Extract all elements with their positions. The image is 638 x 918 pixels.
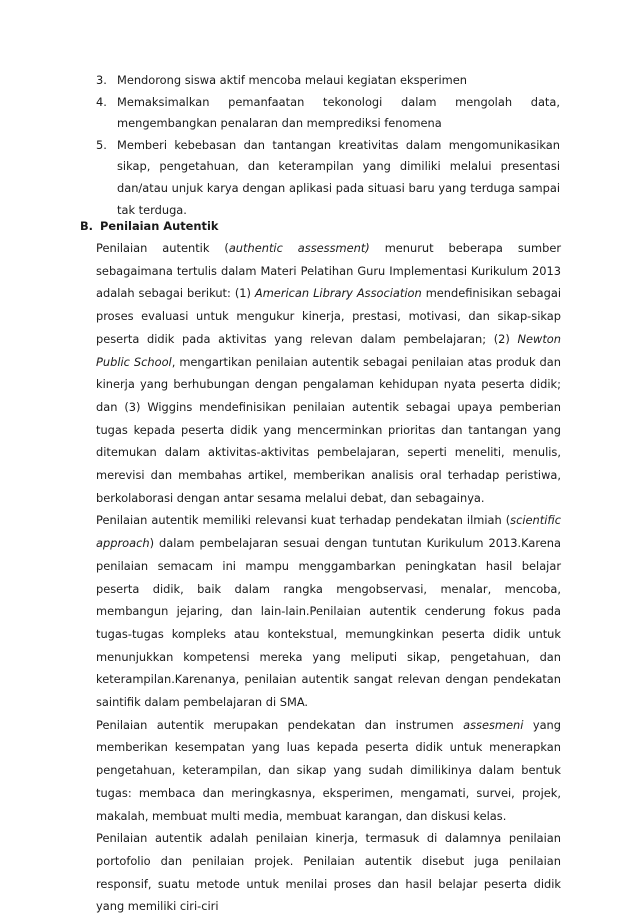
- p1-italic-nps: Newton Public School: [96, 331, 561, 369]
- list-number: 3.: [96, 73, 107, 87]
- p4-text-a: Penilaian autentik adalah penilaian kinerja, termasuk di dalamnya penilaian portofolio dan penilaian projek. Penilaian autentik disebut juga penilaian responsif, suatu metode untuk menilai proses dan hasil belajar peserta didik yang memiliki ciri-ciri: [96, 831, 561, 914]
- p1-italic-term: authentic assessment): [228, 241, 370, 255]
- paragraph-3: [96, 714, 561, 828]
- p1-italic-ala: American Library Association: [254, 286, 422, 301]
- p1-text-a: Penilaian autentik (: [96, 241, 229, 255]
- list-text: Memberi kebebasan dan tantangan kreativitas dalam mengomunikasikan sikap, pengetahuan, dan keterampilan yang dimiliki melalui presentasi dan/atau unjuk karya dengan aplikasi pada situasi baru yang terduga sampai tak terduga.: [117, 137, 560, 217]
- p2-text-c: ) dalam pembelajaran sesuai dengan tuntutan Kurikulum 2013.Karena penilaian semacam ini mampu menggambarkan peningkatan hasil belajar peserta didik, baik dalam rangka mengobservasi, menalar, mencoba, membangun jejaring, dan lain-lain.Penilaian autentik cenderung fokus pada tugas-tugas kompleks atau kontekstual, memungkinkan peserta didik untuk menunjukkan kompetensi mereka yang meliputi sikap, pengetahuan, dan keterampilan.Karenanya, penilaian autentik sangat relevan dengan pendekatan saintifik dalam pembelajaran di SMA.: [96, 536, 561, 710]
- p1-text-e: mendefinisikan sebagai proses evaluasi untuk mengukur kinerja, prestasi, motivasi, dan sikap-sikap peserta didik pada aktivitas yang relevan dalam pembelajaran; (2): [96, 286, 561, 346]
- paragraph-2: [96, 509, 561, 713]
- list-text: Memaksimalkan pemanfaatan tekonologi dalam mengolah data, mengembangkan penalaran dan memprediksi fenomena: [117, 94, 560, 131]
- list-text: Mendorong siswa aktif mencoba melaui kegiatan eksperimen: [117, 73, 467, 87]
- section-heading: [80, 216, 218, 238]
- list-item: [96, 70, 560, 92]
- paragraph-4: [96, 827, 561, 918]
- list-number: 5.: [96, 137, 107, 152]
- list-item: [96, 135, 560, 221]
- paragraph-1: [96, 237, 561, 509]
- p2-text-a: Penilaian autentik memiliki relevansi kuat terhadap pendekatan ilmiah (: [96, 513, 511, 528]
- numbered-list: [96, 70, 560, 221]
- section-body: [96, 237, 561, 918]
- p3-text-a: Penilaian autentik merupakan pendekatan dan instrumen: [96, 717, 464, 732]
- p1-text-g: , mengartikan penilaian autentik sebagai penilaian atas produk dan kinerja yang berhubungan dengan pengalaman kehidupan nyata peserta didik; dan (3) Wiggins mendefinisikan penilaian autentik sebagai upaya pemberian tugas kepada peserta didik yang mencerminkan prioritas dan tantangan yang ditemukan dalam aktivitas-aktivitas pembelajaran, seperti meneliti, menulis, merevisi dan membahas artikel, memberikan analisis oral terhadap peristiwa, berkolaborasi dengan antar sesama melalui debat, dan sebagainya.: [96, 354, 561, 505]
- p1-text-c: menurut beberapa sumber sebagaimana tertulis dalam Materi Pelatihan Guru Implementasi Kurikulum 2013 adalah sebagai berikut: (1): [96, 241, 562, 301]
- list-item: [96, 92, 560, 135]
- p2-italic-term: scientific approach: [96, 513, 561, 551]
- section-title: Penilaian Autentik: [99, 219, 219, 233]
- p3-text-c: yang memberikan kesempatan yang luas kepada peserta didik untuk menerapkan pengetahuan, keterampilan, dan sikap yang sudah dimilikinya dalam bentuk tugas: membaca dan meringkasnya, eksperimen, mengamati, survei, projek, makalah, membuat multi media, membuat karangan, dan diskusi kelas.: [96, 717, 561, 823]
- section-letter: B.: [80, 219, 94, 233]
- p3-italic-term: assesmeni: [463, 717, 524, 732]
- list-number: 4.: [96, 94, 107, 109]
